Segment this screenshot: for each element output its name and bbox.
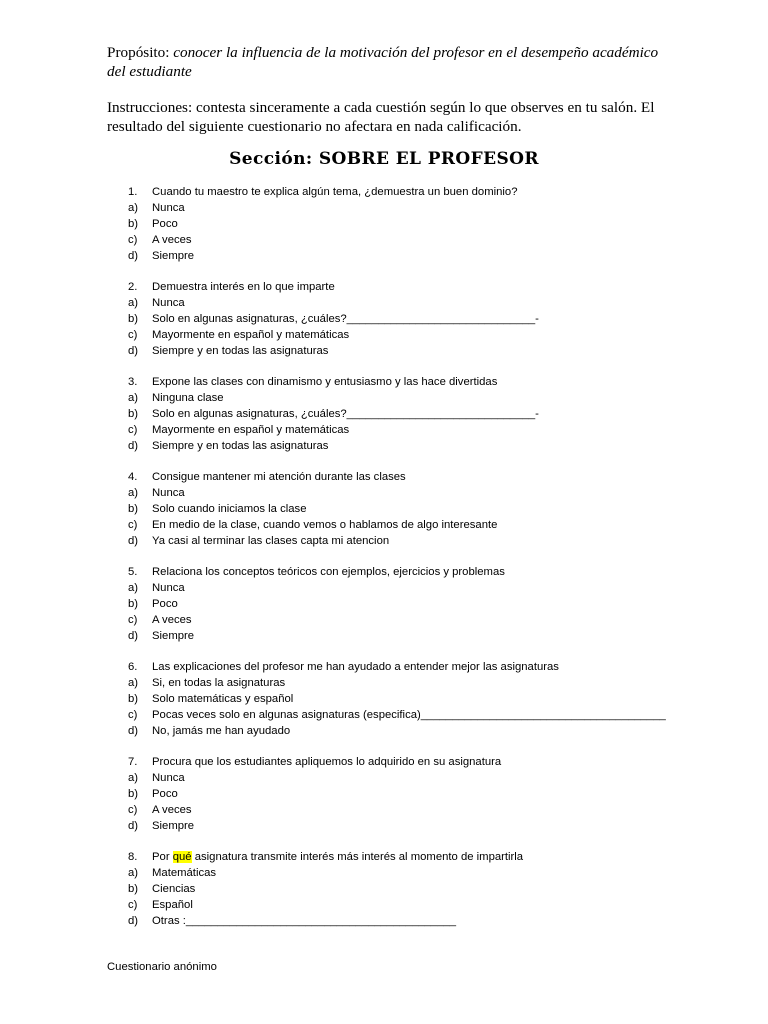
question-1 — [128, 184, 688, 264]
footer-note: Cuestionario anónimo — [107, 961, 217, 973]
option — [128, 390, 688, 406]
option-text: Siempre — [152, 820, 195, 832]
option — [128, 723, 688, 739]
question-number: 1. — [128, 186, 138, 198]
highlighted-word: qué — [172, 851, 192, 863]
option — [128, 501, 688, 517]
instructions-paragraph: Instrucciones: contesta sinceramente a cada cuestión según lo que observes en tu salón. El resultado del siguiente cuestionario no afectara en nada calificación. — [107, 99, 655, 135]
option-letter: d) — [128, 915, 139, 927]
option-text: Nunca — [152, 202, 185, 214]
questions-list — [128, 184, 688, 929]
option-letter: a) — [128, 677, 139, 689]
option-letter: a) — [128, 487, 139, 499]
option-text: Español — [152, 899, 193, 911]
option-text: Ya casi al terminar las clases capta mi atencion — [152, 535, 390, 547]
option-letter: b) — [128, 218, 139, 230]
option — [128, 232, 688, 248]
option — [128, 881, 688, 897]
option — [128, 707, 688, 723]
question-5 — [128, 564, 688, 644]
option — [128, 406, 688, 422]
question-number: 7. — [128, 756, 138, 768]
question-text: Las explicaciones del profesor me han ayudado a entender mejor las asignaturas — [152, 661, 559, 673]
option-text: Otras :___________________________________________ — [152, 915, 457, 927]
option-letter: d) — [128, 725, 139, 737]
question-number: 5. — [128, 566, 138, 578]
option-text: En medio de la clase, cuando vemos o hablamos de algo interesante — [152, 519, 498, 531]
question-text: Relaciona los conceptos teóricos con ejemplos, ejercicios y problemas — [152, 566, 505, 578]
option-letter: c) — [128, 519, 138, 531]
question-number: 8. — [128, 851, 138, 863]
option — [128, 295, 688, 311]
option — [128, 691, 688, 707]
option-letter: c) — [128, 234, 138, 246]
option-letter: d) — [128, 440, 139, 452]
option — [128, 422, 688, 438]
question-8 — [128, 849, 688, 929]
option — [128, 802, 688, 818]
question-number: 4. — [128, 471, 138, 483]
option-text: Solo cuando iniciamos la clase — [152, 503, 307, 515]
option-text: Pocas veces solo en algunas asignaturas (especifica)_______________________________________ — [152, 709, 666, 721]
option-text: Poco — [152, 218, 178, 230]
question-text: Cuando tu maestro te explica algún tema, ¿demuestra un buen dominio? — [152, 186, 518, 198]
option — [128, 675, 688, 691]
question-number: 3. — [128, 376, 138, 388]
option-text: Nunca — [152, 487, 185, 499]
option-text: Ninguna clase — [152, 392, 224, 404]
option-letter: d) — [128, 345, 139, 357]
option-text: Solo en algunas asignaturas, ¿cuáles?______________________________- — [152, 408, 539, 420]
option-text: Mayormente en español y matemáticas — [152, 424, 350, 436]
question-text: Demuestra interés en lo que imparte — [152, 281, 335, 293]
option-text: Siempre y en todas las asignaturas — [152, 440, 329, 452]
option-letter: b) — [128, 408, 139, 420]
option-text: A veces — [152, 614, 192, 626]
option-text: Siempre — [152, 250, 195, 262]
option-letter: b) — [128, 788, 139, 800]
question-3 — [128, 374, 688, 454]
question-6 — [128, 659, 688, 739]
option-letter: c) — [128, 899, 138, 911]
option-text: A veces — [152, 804, 192, 816]
option — [128, 438, 688, 454]
question-text — [152, 849, 523, 865]
option-letter: a) — [128, 297, 139, 309]
option-letter: c) — [128, 424, 138, 436]
option-letter: d) — [128, 820, 139, 832]
question-text: Procura que los estudiantes apliquemos lo adquirido en su asignatura — [152, 756, 502, 768]
option — [128, 786, 688, 802]
option-text: Siempre — [152, 630, 195, 642]
option — [128, 770, 688, 786]
option — [128, 327, 688, 343]
option — [128, 248, 688, 264]
option — [128, 897, 688, 913]
option-text: Si, en todas la asignaturas — [152, 677, 286, 689]
option-text: Nunca — [152, 297, 185, 309]
question-text-after: asignatura transmite interés más interés al momento de impartirla — [191, 851, 524, 863]
option — [128, 612, 688, 628]
option-text: A veces — [152, 234, 192, 246]
option-letter: a) — [128, 772, 139, 784]
question-text: Consigue mantener mi atención durante las clases — [152, 471, 406, 483]
option-letter: b) — [128, 313, 139, 325]
option-letter: c) — [128, 709, 138, 721]
option-text: Nunca — [152, 582, 185, 594]
question-text: Expone las clases con dinamismo y entusiasmo y las hace divertidas — [152, 376, 498, 388]
option-letter: b) — [128, 503, 139, 515]
option — [128, 596, 688, 612]
option — [128, 533, 688, 549]
option — [128, 343, 688, 359]
option — [128, 628, 688, 644]
option — [128, 913, 688, 929]
question-2 — [128, 279, 688, 359]
option-letter: c) — [128, 804, 138, 816]
purpose-label: Propósito: — [107, 44, 174, 61]
purpose-paragraph — [107, 43, 667, 81]
option-letter: a) — [128, 202, 139, 214]
option-letter: b) — [128, 598, 139, 610]
option — [128, 865, 688, 881]
section-title: Sección: SOBRE EL PROFESOR — [229, 149, 539, 169]
question-4 — [128, 469, 688, 549]
option-letter: d) — [128, 250, 139, 262]
option-text: No, jamás me han ayudado — [152, 725, 291, 737]
option — [128, 216, 688, 232]
option — [128, 818, 688, 834]
option-letter: d) — [128, 630, 139, 642]
option-text: Siempre y en todas las asignaturas — [152, 345, 329, 357]
option — [128, 311, 688, 327]
option-text: Mayormente en español y matemáticas — [152, 329, 350, 341]
option-letter: a) — [128, 392, 139, 404]
question-number: 6. — [128, 661, 138, 673]
option — [128, 517, 688, 533]
option-text: Matemáticas — [152, 867, 217, 879]
option-letter: a) — [128, 582, 139, 594]
purpose-text: conocer la influencia de la motivación del profesor en el desempeño académico del estudiante — [107, 44, 659, 80]
option-text: Solo en algunas asignaturas, ¿cuáles?______________________________- — [152, 313, 539, 325]
option-text: Poco — [152, 788, 178, 800]
option-letter: c) — [128, 614, 138, 626]
option-letter: b) — [128, 883, 139, 895]
option — [128, 200, 688, 216]
option-text: Nunca — [152, 772, 185, 784]
question-number: 2. — [128, 281, 138, 293]
option-letter: a) — [128, 867, 139, 879]
question-text-before: Por — [152, 851, 173, 863]
option — [128, 485, 688, 501]
option-letter: b) — [128, 693, 139, 705]
option-text: Ciencias — [152, 883, 196, 895]
option — [128, 580, 688, 596]
option-letter: d) — [128, 535, 139, 547]
option-letter: c) — [128, 329, 138, 341]
question-7 — [128, 754, 688, 834]
option-text: Poco — [152, 598, 178, 610]
option-text: Solo matemáticas y español — [152, 693, 294, 705]
